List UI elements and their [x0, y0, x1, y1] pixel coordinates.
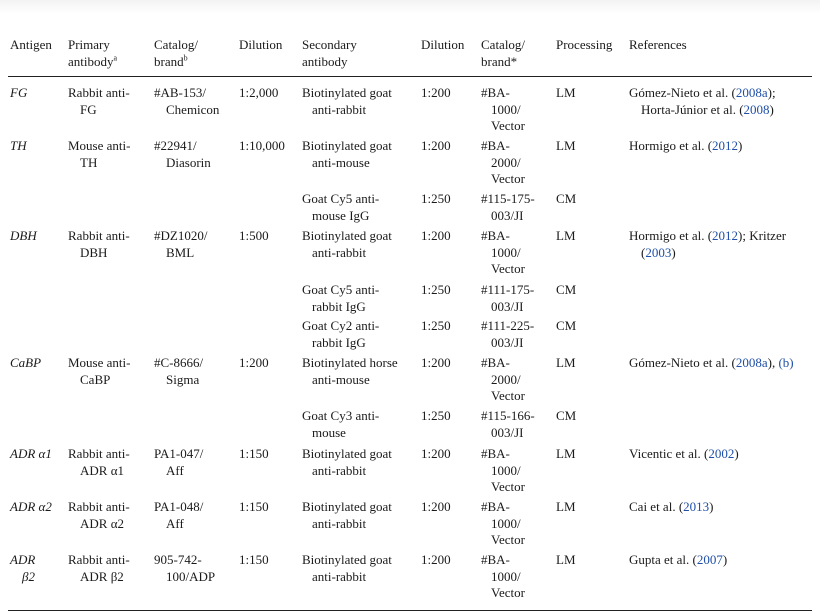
- catalog2-line: Vector: [491, 261, 525, 276]
- catalog-line: PA1-048/: [154, 499, 204, 514]
- header-secondary-antibody: [302, 37, 357, 70]
- catalog-line: #DZ1020/: [154, 228, 208, 243]
- header-rule: [8, 76, 812, 77]
- catalog2-line: 003/JI: [491, 298, 524, 314]
- reference-text: );: [767, 85, 776, 100]
- reference-line: [629, 446, 739, 463]
- header-dilution: Dilution: [239, 37, 283, 52]
- secondary-antibody-line: mouse IgG: [312, 207, 370, 223]
- citation-year-link[interactable]: 2012: [712, 138, 739, 153]
- antigen-line: ADR: [10, 552, 36, 567]
- reference-line: [629, 138, 742, 155]
- secondary-antibody-line: rabbit IgG: [312, 334, 366, 350]
- secondary-antibody-line: Biotinylated goat: [302, 228, 392, 243]
- catalog-line: Aff: [166, 515, 184, 531]
- catalog-line: #22941/: [154, 138, 197, 153]
- secondary-antibody-line: Biotinylated goat: [302, 85, 392, 100]
- header-antigen: Antigen: [10, 37, 52, 52]
- primary-antibody-line: TH: [80, 154, 98, 170]
- catalog-cell: [154, 499, 203, 532]
- reference-text: Gómez-Nieto et al. (: [629, 355, 736, 370]
- catalog-line: Sigma: [166, 371, 200, 387]
- primary-antibody-line: ADR α2: [80, 515, 125, 531]
- top-fade: [0, 0, 820, 14]
- catalog2-line: 003/JI: [491, 424, 524, 440]
- processing-cell: CM: [556, 282, 577, 297]
- secondary-antibody-cell: [302, 191, 379, 224]
- references-cell: [629, 138, 742, 155]
- dilution2-cell: 1:250: [421, 318, 451, 333]
- catalog-line: 905-742-: [154, 552, 202, 567]
- citation-year-link[interactable]: 2012: [712, 228, 739, 243]
- reference-text: ); Kritzer: [738, 228, 787, 243]
- primary-antibody-line: DBH: [80, 244, 108, 260]
- primary-antibody-cell: [68, 499, 130, 532]
- reference-text: ): [671, 244, 676, 260]
- catalog2-line: #111-225-: [481, 318, 535, 333]
- primary-antibody-line: Mouse anti-: [68, 138, 131, 153]
- reference-text: Horta-Júnior et al. (: [641, 101, 744, 117]
- reference-line: [629, 102, 776, 119]
- antigen-cell: FG: [10, 85, 28, 100]
- primary-antibody-line: Rabbit anti-: [68, 228, 130, 243]
- secondary-antibody-cell: [302, 85, 392, 118]
- primary-antibody-line: ADR β2: [80, 568, 124, 584]
- secondary-antibody-cell: [302, 408, 379, 441]
- dilution2-cell: 1:200: [421, 552, 451, 567]
- citation-year-link[interactable]: (b): [778, 355, 794, 370]
- catalog-line: Aff: [166, 462, 184, 478]
- reference-text: Cai et al. (: [629, 499, 684, 514]
- header-primary-antibody: [68, 37, 117, 70]
- catalog2-line: Vector: [491, 479, 525, 494]
- catalog2-line: 1000/: [491, 515, 521, 531]
- footnote-marker-a: a: [113, 53, 118, 63]
- catalog2-line: #BA-: [481, 355, 510, 370]
- catalog2-line: Vector: [491, 585, 525, 600]
- header-primary-line1: Primary: [68, 37, 110, 52]
- catalog-cell: [154, 355, 203, 388]
- catalog2-line: #BA-: [481, 138, 510, 153]
- secondary-antibody-line: Biotinylated goat: [302, 499, 392, 514]
- header-secondary-line1: Secondary: [302, 37, 357, 52]
- secondary-antibody-line: Goat Cy3 anti-: [302, 408, 380, 423]
- reference-text: ): [769, 101, 774, 117]
- catalog-line: Diasorin: [166, 154, 211, 170]
- reference-text: ): [734, 446, 739, 461]
- catalog2-line: 003/JI: [491, 334, 524, 350]
- catalog2-cell: [481, 228, 525, 278]
- dilution-cell: 1:150: [239, 552, 269, 567]
- header-catalog-line2: [154, 54, 198, 71]
- citation-year-link[interactable]: 2003: [645, 244, 672, 260]
- catalog2-cell: [481, 318, 534, 351]
- footnote-marker-b: b: [183, 53, 188, 63]
- header-catalog-brand-2: [481, 37, 525, 70]
- secondary-antibody-line: anti-rabbit: [312, 568, 367, 584]
- catalog2-line: 2000/: [491, 154, 521, 170]
- secondary-antibody-line: anti-mouse: [312, 371, 370, 387]
- references-cell: [629, 355, 794, 372]
- citation-year-link[interactable]: 2007: [696, 552, 723, 567]
- dilution2-cell: 1:200: [421, 355, 451, 370]
- references-cell: [629, 499, 714, 516]
- reference-text: ): [709, 499, 714, 514]
- secondary-antibody-line: anti-rabbit: [312, 244, 367, 260]
- catalog-line: Chemicon: [166, 101, 220, 117]
- secondary-antibody-line: Biotinylated horse: [302, 355, 398, 370]
- primary-antibody-cell: [68, 552, 130, 585]
- references-cell: [629, 552, 727, 569]
- references-cell: [629, 446, 739, 463]
- primary-antibody-line: Rabbit anti-: [68, 552, 130, 567]
- secondary-antibody-line: anti-rabbit: [312, 515, 367, 531]
- primary-antibody-line: ADR α1: [80, 462, 125, 478]
- catalog2-line: Vector: [491, 388, 525, 403]
- header-catalog2-line1: Catalog/: [481, 37, 526, 52]
- processing-cell: CM: [556, 191, 577, 206]
- dilution-cell: 1:200: [239, 355, 269, 370]
- header-processing: Processing: [556, 37, 613, 52]
- reference-line: [629, 85, 776, 102]
- primary-antibody-line: Mouse anti-: [68, 355, 131, 370]
- catalog2-line: #115-175-: [481, 191, 535, 206]
- processing-cell: LM: [556, 85, 576, 100]
- primary-antibody-cell: [68, 355, 130, 388]
- reference-line: [629, 552, 727, 569]
- reference-text: (: [641, 244, 646, 260]
- reference-text: Vicentic et al. (: [629, 446, 709, 461]
- dilution-cell: 1:10,000: [239, 138, 285, 153]
- dilution2-cell: 1:250: [421, 191, 451, 206]
- header-secondary-line2: antibody: [302, 53, 348, 69]
- citation-year-link[interactable]: 2008: [743, 101, 770, 117]
- primary-antibody-cell: [68, 85, 130, 118]
- reference-text: Gómez-Nieto et al. (: [629, 85, 736, 100]
- secondary-antibody-line: Biotinylated goat: [302, 446, 392, 461]
- secondary-antibody-line: Goat Cy5 anti-: [302, 191, 380, 206]
- reference-text: Hormigo et al. (: [629, 228, 713, 243]
- primary-antibody-line: Rabbit anti-: [68, 85, 130, 100]
- catalog2-line: Vector: [491, 171, 525, 186]
- header-dilution-2: Dilution: [421, 37, 465, 52]
- bottom-rule: [8, 610, 812, 611]
- dilution2-cell: 1:200: [421, 499, 451, 514]
- dilution-cell: 1:150: [239, 499, 269, 514]
- processing-cell: LM: [556, 499, 576, 514]
- catalog-line: BML: [166, 244, 195, 260]
- processing-cell: LM: [556, 446, 576, 461]
- antigen-cell: ADR α1: [10, 446, 52, 461]
- catalog2-line: Vector: [491, 118, 525, 133]
- catalog2-line: #111-175-: [481, 282, 535, 297]
- catalog2-line: #BA-: [481, 499, 510, 514]
- catalog2-cell: [481, 85, 525, 135]
- catalog-cell: [154, 85, 219, 118]
- catalog-line: #AB-153/: [154, 85, 206, 100]
- citation-year-link[interactable]: 2008a: [735, 85, 768, 100]
- catalog2-line: 1000/: [491, 244, 521, 260]
- dilution2-cell: 1:250: [421, 282, 451, 297]
- reference-text: ): [722, 552, 728, 567]
- reference-text: ): [738, 138, 743, 153]
- catalog2-cell: [481, 355, 525, 405]
- header-catalog2-line2: brand*: [481, 53, 518, 69]
- primary-antibody-line: Rabbit anti-: [68, 499, 130, 514]
- dilution-cell: 1:500: [239, 228, 269, 243]
- citation-year-link[interactable]: 2008a: [735, 355, 768, 370]
- reference-line: [629, 499, 714, 516]
- catalog2-line: 2000/: [491, 371, 521, 387]
- dilution2-cell: 1:200: [421, 446, 451, 461]
- primary-antibody-line: CaBP: [80, 371, 111, 387]
- antigen-cell: TH: [10, 138, 27, 153]
- header-catalog-text: brand: [154, 53, 184, 69]
- header-primary-text: antibody: [68, 53, 114, 69]
- dilution-cell: 1:2,000: [239, 85, 279, 100]
- catalog2-line: #115-166-: [481, 408, 535, 423]
- processing-cell: LM: [556, 355, 576, 370]
- antigen-line: β2: [22, 568, 35, 584]
- processing-cell: LM: [556, 138, 576, 153]
- catalog-cell: [154, 552, 215, 585]
- catalog2-cell: [481, 191, 535, 224]
- references-cell: [629, 228, 786, 261]
- secondary-antibody-cell: [302, 282, 379, 315]
- dilution-cell: 1:150: [239, 446, 269, 461]
- dilution2-cell: 1:200: [421, 85, 451, 100]
- citation-year-link[interactable]: 2013: [683, 499, 710, 514]
- secondary-antibody-line: anti-rabbit: [312, 101, 367, 117]
- catalog2-line: 003/JI: [491, 207, 524, 223]
- header-references: References: [629, 37, 687, 52]
- header-primary-line2: [68, 54, 117, 71]
- citation-year-link[interactable]: 2002: [708, 446, 735, 461]
- catalog2-line: #BA-: [481, 552, 510, 567]
- primary-antibody-line: Rabbit anti-: [68, 446, 130, 461]
- reference-line: [629, 245, 786, 262]
- antigen-cell: CaBP: [10, 355, 42, 370]
- catalog2-cell: [481, 446, 525, 496]
- catalog2-line: 1000/: [491, 462, 521, 478]
- primary-antibody-line: FG: [80, 101, 97, 117]
- dilution2-cell: 1:200: [421, 138, 451, 153]
- processing-cell: CM: [556, 318, 577, 333]
- secondary-antibody-cell: [302, 138, 392, 171]
- catalog2-line: 1000/: [491, 101, 521, 117]
- processing-cell: LM: [556, 552, 576, 567]
- antigen-cell: DBH: [10, 228, 37, 243]
- secondary-antibody-line: mouse: [312, 424, 346, 440]
- catalog2-line: #BA-: [481, 446, 510, 461]
- secondary-antibody-cell: [302, 552, 392, 585]
- primary-antibody-cell: [68, 446, 130, 479]
- catalog2-cell: [481, 282, 534, 315]
- reference-text: Hormigo et al. (: [629, 138, 713, 153]
- processing-cell: CM: [556, 408, 577, 423]
- reference-line: [629, 355, 794, 372]
- header-catalog-line1: Catalog/: [154, 37, 199, 52]
- secondary-antibody-cell: [302, 228, 392, 261]
- reference-line: [629, 228, 786, 245]
- secondary-antibody-line: Biotinylated goat: [302, 552, 392, 567]
- catalog-cell: [154, 228, 207, 261]
- secondary-antibody-cell: [302, 446, 392, 479]
- secondary-antibody-line: Biotinylated goat: [302, 138, 392, 153]
- catalog-line: #C-8666/: [154, 355, 204, 370]
- secondary-antibody-cell: [302, 318, 379, 351]
- secondary-antibody-line: rabbit IgG: [312, 298, 366, 314]
- catalog2-line: 1000/: [491, 568, 521, 584]
- dilution2-cell: 1:200: [421, 228, 451, 243]
- processing-cell: LM: [556, 228, 576, 243]
- catalog2-line: Vector: [491, 532, 525, 547]
- antigen-cell: ADR α2: [10, 499, 52, 514]
- catalog2-line: #BA-: [481, 228, 510, 243]
- references-cell: [629, 85, 776, 118]
- catalog2-cell: [481, 138, 525, 188]
- catalog2-line: #BA-: [481, 85, 510, 100]
- primary-antibody-cell: [68, 138, 130, 171]
- secondary-antibody-cell: [302, 499, 392, 532]
- primary-antibody-cell: [68, 228, 130, 261]
- catalog2-cell: [481, 552, 525, 602]
- secondary-antibody-line: Goat Cy5 anti-: [302, 282, 380, 297]
- catalog-line: 100/ADP: [166, 568, 216, 584]
- catalog-cell: [154, 138, 211, 171]
- catalog2-cell: [481, 408, 535, 441]
- header-catalog-brand: [154, 37, 198, 70]
- catalog2-cell: [481, 499, 525, 549]
- reference-text: Gupta et al. (: [629, 552, 697, 567]
- secondary-antibody-line: anti-rabbit: [312, 462, 367, 478]
- reference-text: ),: [767, 355, 779, 370]
- catalog-cell: [154, 446, 203, 479]
- secondary-antibody-cell: [302, 355, 398, 388]
- antigen-cell: [10, 552, 35, 585]
- secondary-antibody-line: Goat Cy2 anti-: [302, 318, 380, 333]
- catalog-line: PA1-047/: [154, 446, 204, 461]
- dilution2-cell: 1:250: [421, 408, 451, 423]
- secondary-antibody-line: anti-mouse: [312, 154, 370, 170]
